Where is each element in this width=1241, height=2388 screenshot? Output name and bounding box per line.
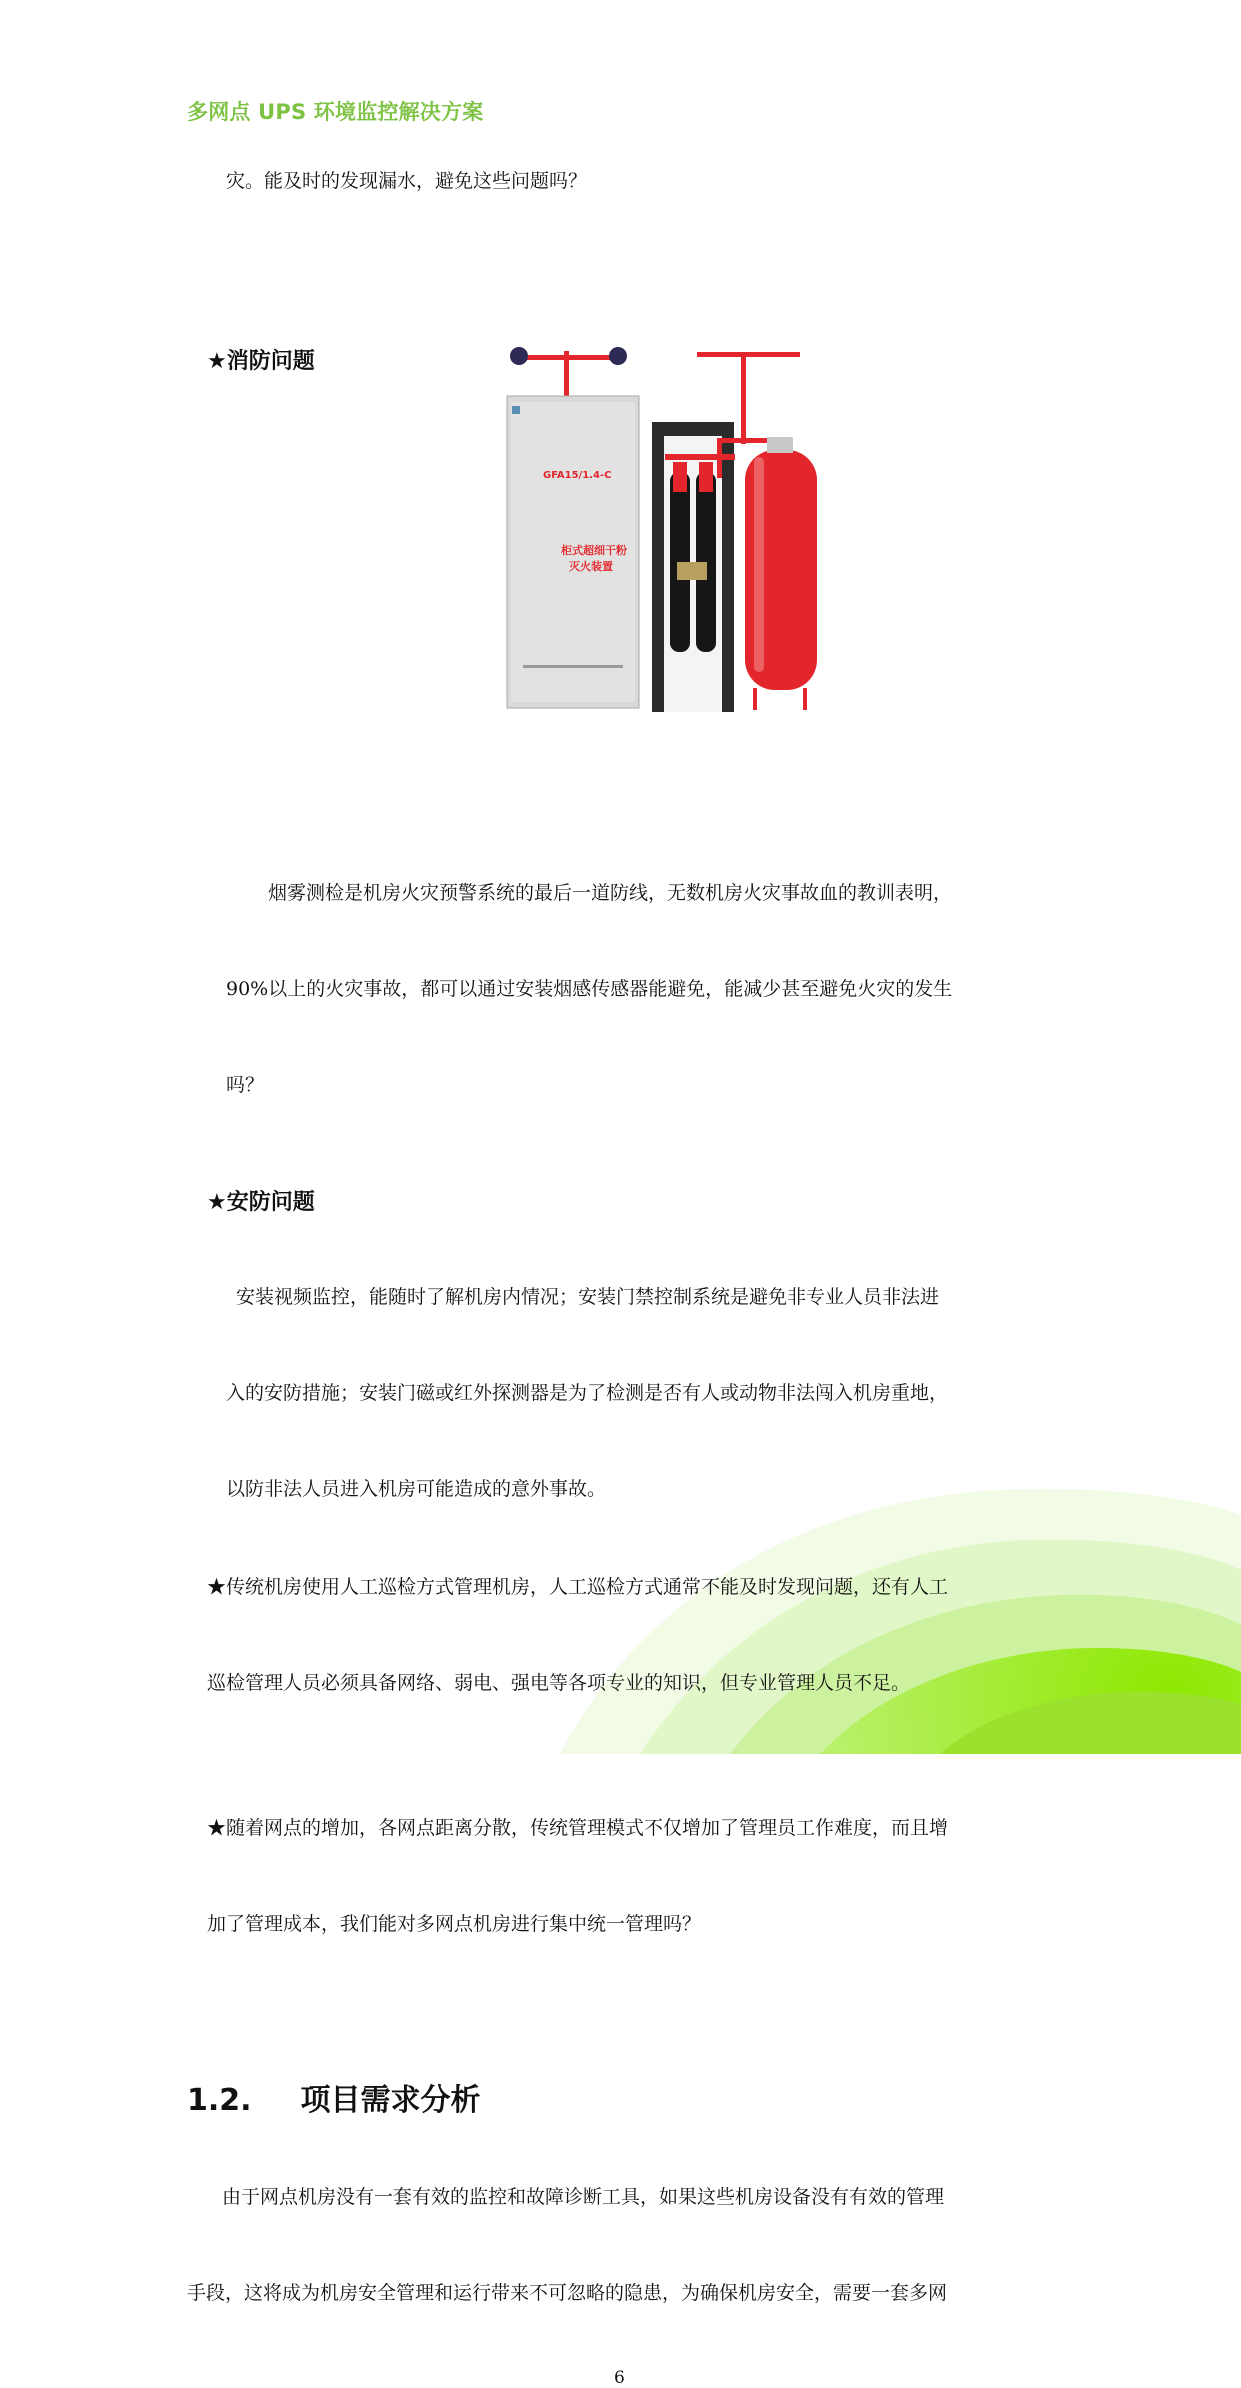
page-number: 6 bbox=[614, 2368, 625, 2388]
fire-paragraph-line-3: 吗？ bbox=[226, 1074, 265, 1096]
security-section-heading: ★安防问题 bbox=[207, 1190, 315, 1215]
traditional-paragraph-line-1: ★传统机房使用人工巡检方式管理机房，人工巡检方式通常不能及时发现问题，还有人工 bbox=[207, 1576, 949, 1598]
fire-paragraph-line-2: 90%以上的火灾事故，都可以通过安装烟感传感器能避免，能减少甚至避免火灾的发生 bbox=[226, 978, 953, 1000]
security-paragraph-line-2: 入的安防措施；安装门磁或红外探测器是为了检测是否有人或动物非法闯入机房重地， bbox=[226, 1382, 949, 1404]
intro-line: 灾。能及时的发现漏水，避免这些问题吗？ bbox=[226, 170, 588, 192]
cabinet-model-label: GFA15/1.4-C bbox=[543, 470, 612, 481]
fire-section-heading: ★消防问题 bbox=[207, 349, 315, 374]
document-header-title: 多网点 UPS 环境监控解决方案 bbox=[187, 100, 484, 124]
security-paragraph-line-1: 安装视频监控，能随时了解机房内情况；安装门禁控制系统是避免非专业人员非法进 bbox=[236, 1286, 940, 1308]
growth-paragraph-line-1: ★随着网点的增加，各网点距离分散，传统管理模式不仅增加了管理员工作难度，而且增 bbox=[207, 1817, 949, 1839]
section-paragraph-line-1: 由于网点机房没有一套有效的监控和故障诊断工具，如果这些机房设备没有有效的管理 bbox=[222, 2186, 945, 2208]
section-title: 项目需求分析 bbox=[300, 2083, 481, 2118]
security-paragraph-line-3: 以防非法人员进入机房可能造成的意外事故。 bbox=[226, 1478, 607, 1500]
cabinet-name-line2: 灭火装置 bbox=[569, 560, 613, 573]
section-number: 1.2. bbox=[187, 2083, 252, 2118]
growth-paragraph-line-2: 加了管理成本，我们能对多网点机房进行集中统一管理吗？ bbox=[207, 1913, 702, 1935]
fire-paragraph-line-1: 烟雾测检是机房火灾预警系统的最后一道防线，无数机房火灾事故血的教训表明， bbox=[268, 882, 953, 904]
section-paragraph-line-2: 手段，这将成为机房安全管理和运行带来不可忽略的隐患，为确保机房安全，需要一套多网 bbox=[187, 2282, 948, 2304]
traditional-paragraph-line-2: 巡检管理人员必须具备网络、弱电、强电等各项专业的知识，但专业管理人员不足。 bbox=[207, 1672, 911, 1694]
fire-suppression-equipment-image bbox=[505, 342, 830, 715]
cabinet-name-line1: 柜式超细干粉 bbox=[561, 544, 627, 557]
section-heading bbox=[187, 2075, 1241, 2119]
